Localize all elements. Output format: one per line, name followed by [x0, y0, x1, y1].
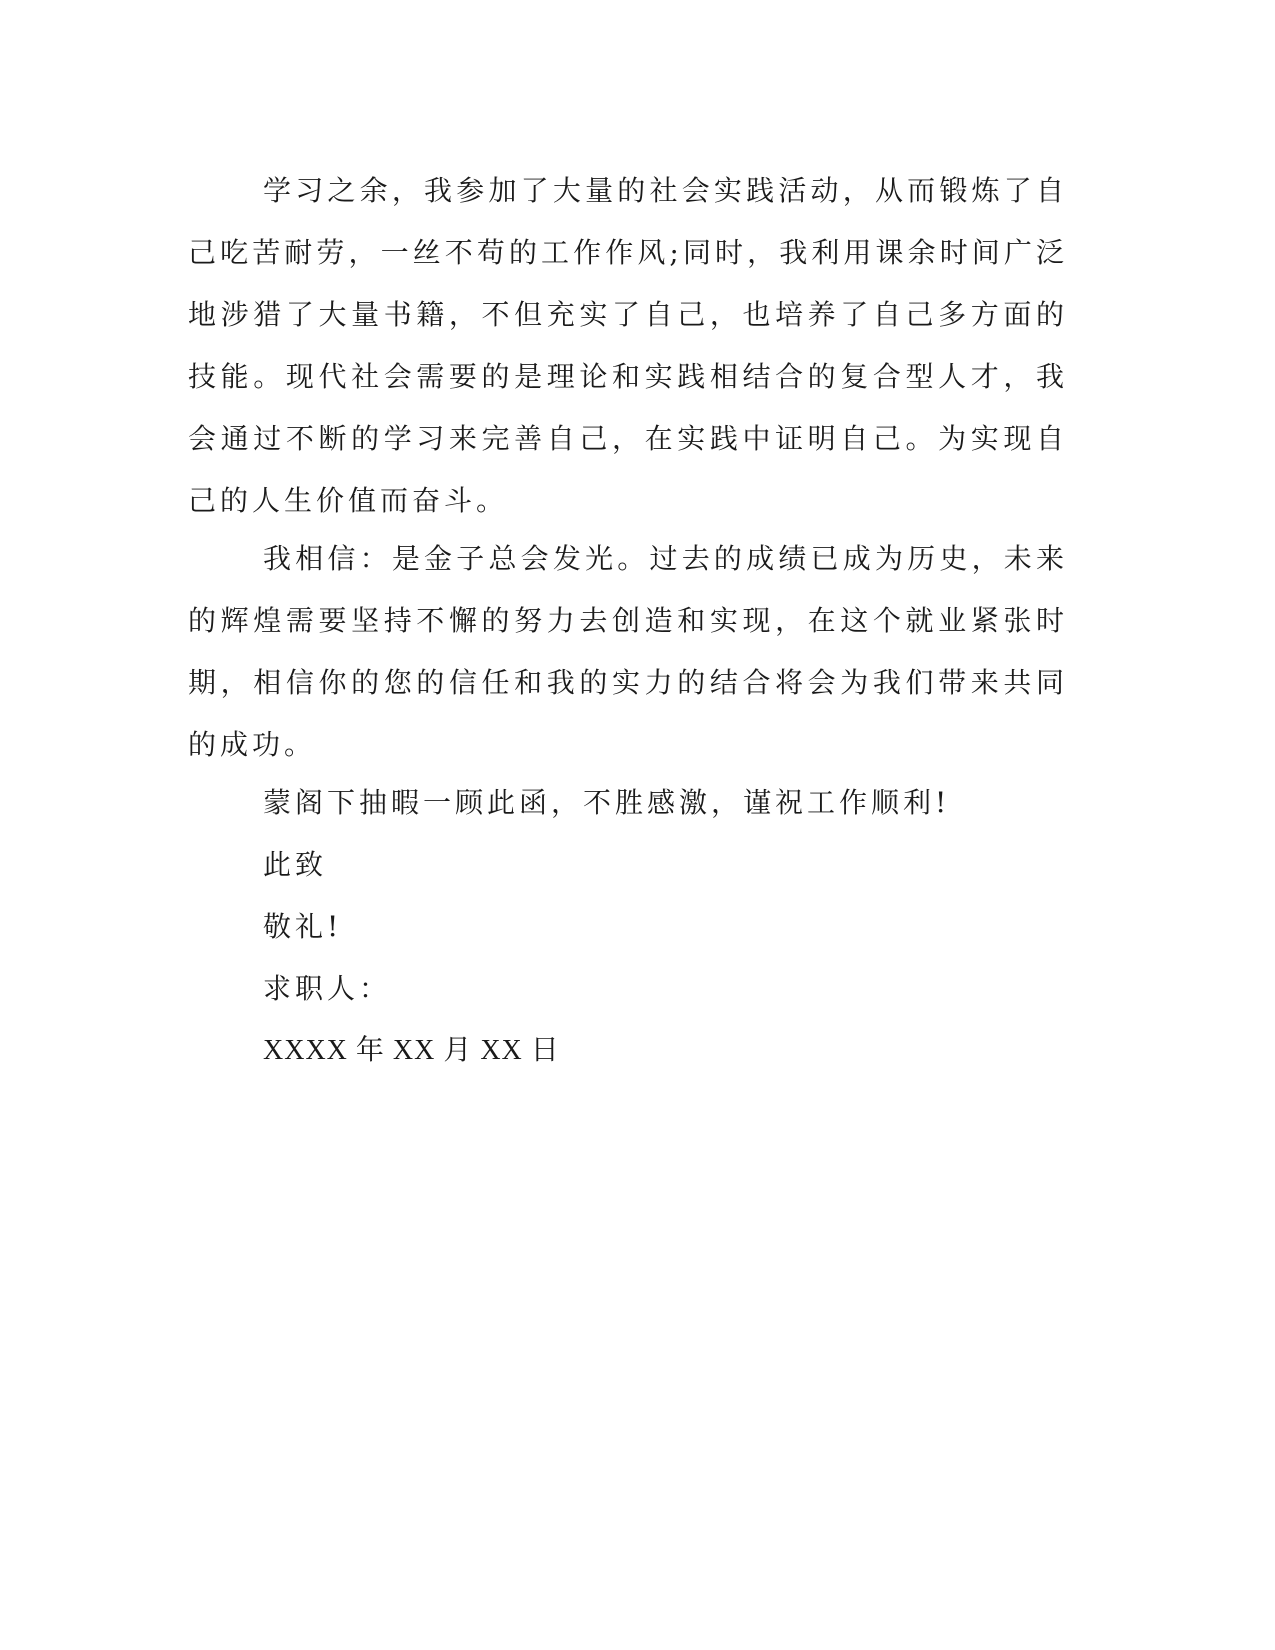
- letter-body: [188, 160, 1068, 1082]
- paragraph-thanks: 蒙阁下抽暇一顾此函，不胜感激，谨祝工作顺利!: [263, 786, 951, 819]
- letter-date: XXXX 年 XX 月 XX 日: [263, 1035, 560, 1066]
- applicant-label: 求职人：: [263, 972, 392, 1005]
- closing-regards: 敬礼!: [263, 910, 343, 943]
- paragraph-belief: 我相信：是金子总会发光。过去的成绩已成为历史，未来的辉煌需要坚持不懈的努力去创造和实现，在这个就业紧张时期，相信你的您的信任和我的实力的结合将会为我们带来共同的成功。: [188, 542, 1068, 761]
- paragraph-practice: 学习之余，我参加了大量的社会实践活动，从而锻炼了自己吃苦耐劳，一丝不苟的工作作风;同时，我利用课余时间广泛地涉猎了大量书籍，不但充实了自己，也培养了自己多方面的技能。现代社会需要的是理论和实践相结合的复合型人才，我会通过不断的学习来完善自己，在实践中证明自己。为实现自己的人生价值而奋斗。: [188, 174, 1068, 517]
- closing-salutation: 此致: [263, 848, 328, 881]
